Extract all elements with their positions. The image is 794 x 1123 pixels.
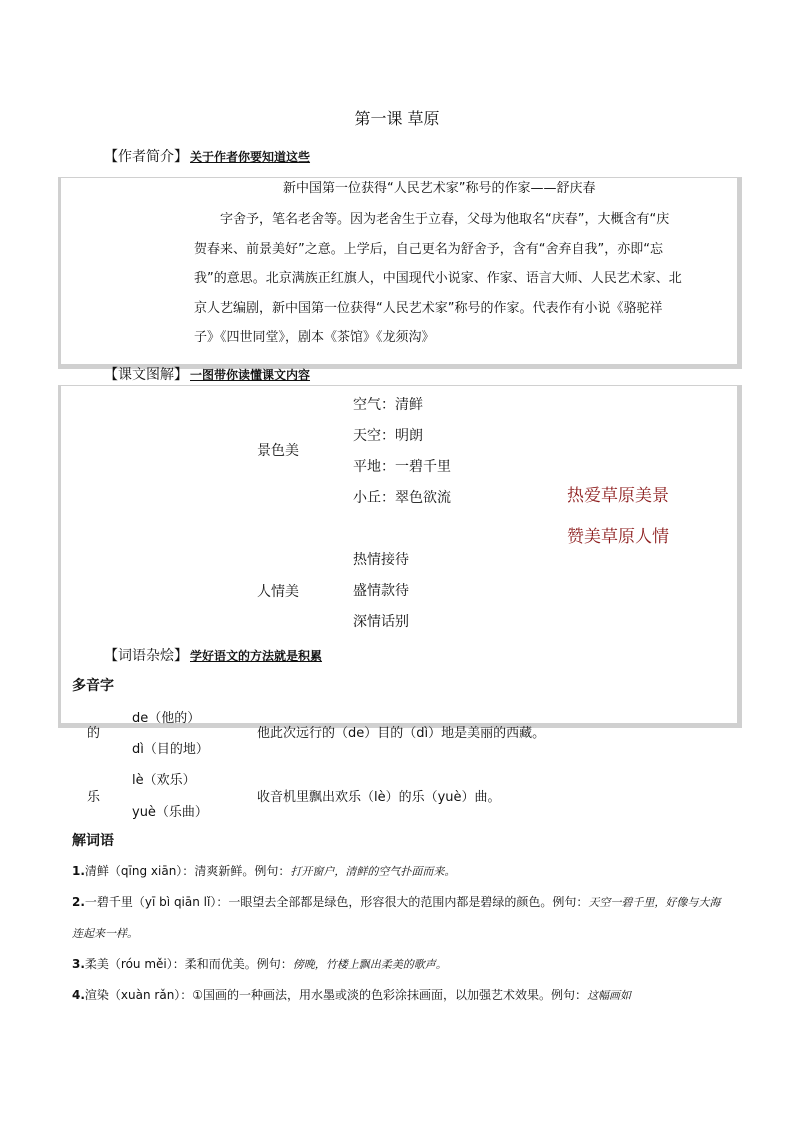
author-section-sub: 关于作者你要知道这些 xyxy=(190,150,311,164)
scenery-item: 平地：一碧千里 xyxy=(353,459,451,475)
words-section-header xyxy=(104,645,322,665)
author-section-label: 【作者简介】 xyxy=(104,149,188,165)
polyphone-reading: dì（目的地） xyxy=(132,742,209,757)
definition-list xyxy=(72,856,722,1011)
author-bio xyxy=(194,205,724,353)
words-section-label: 【词语杂烩】 xyxy=(104,648,188,664)
polyphone-example: 他此次远行的（de）目的（dì）地是美丽的西藏。 xyxy=(257,726,546,741)
definition-num: 4. xyxy=(72,988,85,1002)
definition-item xyxy=(72,980,722,1011)
explain-title: 解词语 xyxy=(72,833,114,849)
definition-meaning: ①国画的一种画法，用水墨或淡的色彩涂抹画面，以加强艺术效果。例句： xyxy=(192,988,588,1002)
scenery-item: 空气：清鲜 xyxy=(353,397,423,413)
author-bio-line: 子》《四世同堂》，剧本《茶馆》《龙须沟》 xyxy=(194,330,435,345)
page-title: 第一课 草原 xyxy=(354,109,440,128)
polyphone-reading: lè（欢乐） xyxy=(132,773,196,788)
author-bio-line: 贺春来、前景美好”之意。上学后，自己更名为舒舍予，含有“舍弃自我”，亦即“忘 xyxy=(194,241,663,257)
polyphone-char: 的 xyxy=(87,726,101,741)
theme-text-2: 赞美草原人情 xyxy=(567,527,669,547)
definition-meaning: 清爽新鲜。例句： xyxy=(194,864,291,878)
author-bio-line: 我”的意思。北京满族正红旗人，中国现代小说家、作家、语言大师、人民艺术家、北 xyxy=(194,271,682,286)
polyphone-example: 收音机里飘出欢乐（lè）的乐（yuè）曲。 xyxy=(257,790,501,805)
people-item: 盛情款待 xyxy=(353,583,409,599)
scenery-item: 小丘：翠色欲流 xyxy=(353,490,451,506)
people-item: 热情接待 xyxy=(353,552,409,568)
definition-word: 清鲜（qīng xiān）： xyxy=(84,864,195,878)
definition-word: 一碧千里（yī bì qiān lǐ）： xyxy=(84,895,229,909)
polyphone-reading: de（他的） xyxy=(132,711,201,726)
definition-num: 1. xyxy=(72,864,85,878)
definition-example: 天空一碧千里，好像与大海连起来一样。 xyxy=(72,896,721,940)
definition-example: 傍晚，竹楼上飘出柔美的歌声。 xyxy=(292,958,447,971)
polyphone-char: 乐 xyxy=(87,790,101,805)
scenery-item: 天空：明朗 xyxy=(353,428,423,444)
definition-meaning: 一眼望去全部都是绿色，形容很大的范围内都是碧绿的颜色。例句： xyxy=(228,895,589,909)
map-section-label: 【课文图解】 xyxy=(104,367,188,383)
people-label: 人情美 xyxy=(257,584,299,600)
theme-text-1: 热爱草原美景 xyxy=(567,486,669,506)
definition-meaning: 柔和而优美。例句： xyxy=(184,957,293,971)
definition-num: 3. xyxy=(72,957,85,971)
definition-item xyxy=(72,856,722,887)
definition-item xyxy=(72,887,722,949)
definition-word: 渲染（xuàn rǎn）： xyxy=(84,988,193,1002)
definition-example: 打开窗户，清鲜的空气扑面而来。 xyxy=(290,865,456,878)
author-section-header xyxy=(104,146,310,166)
author-bio-line: 京人艺编剧，新中国第一位获得“人民艺术家”称号的作家。代表作有小说《骆驼祥 xyxy=(194,300,663,316)
words-section-sub: 学好语文的方法就是积累 xyxy=(190,649,323,663)
scenery-label: 景色美 xyxy=(257,443,299,459)
polyphone-title: 多音字 xyxy=(72,678,114,694)
definition-word: 柔美（róu měi）： xyxy=(84,957,185,971)
definition-example: 这幅画如 xyxy=(587,989,632,1002)
map-section-header xyxy=(104,364,310,384)
polyphone-reading: yuè（乐曲） xyxy=(132,805,208,820)
definition-num: 2. xyxy=(72,895,85,909)
author-bio-line: 字舍予，笔名老舍等。因为老舍生于立春，父母为他取名“庆春”，大概含有“庆 xyxy=(220,212,670,227)
map-section-sub: 一图带你读懂课文内容 xyxy=(190,368,311,382)
definition-item xyxy=(72,949,722,980)
people-item: 深情话别 xyxy=(353,614,409,630)
author-headline: 新中国第一位获得“人民艺术家”称号的作家——舒庆春 xyxy=(283,181,596,196)
